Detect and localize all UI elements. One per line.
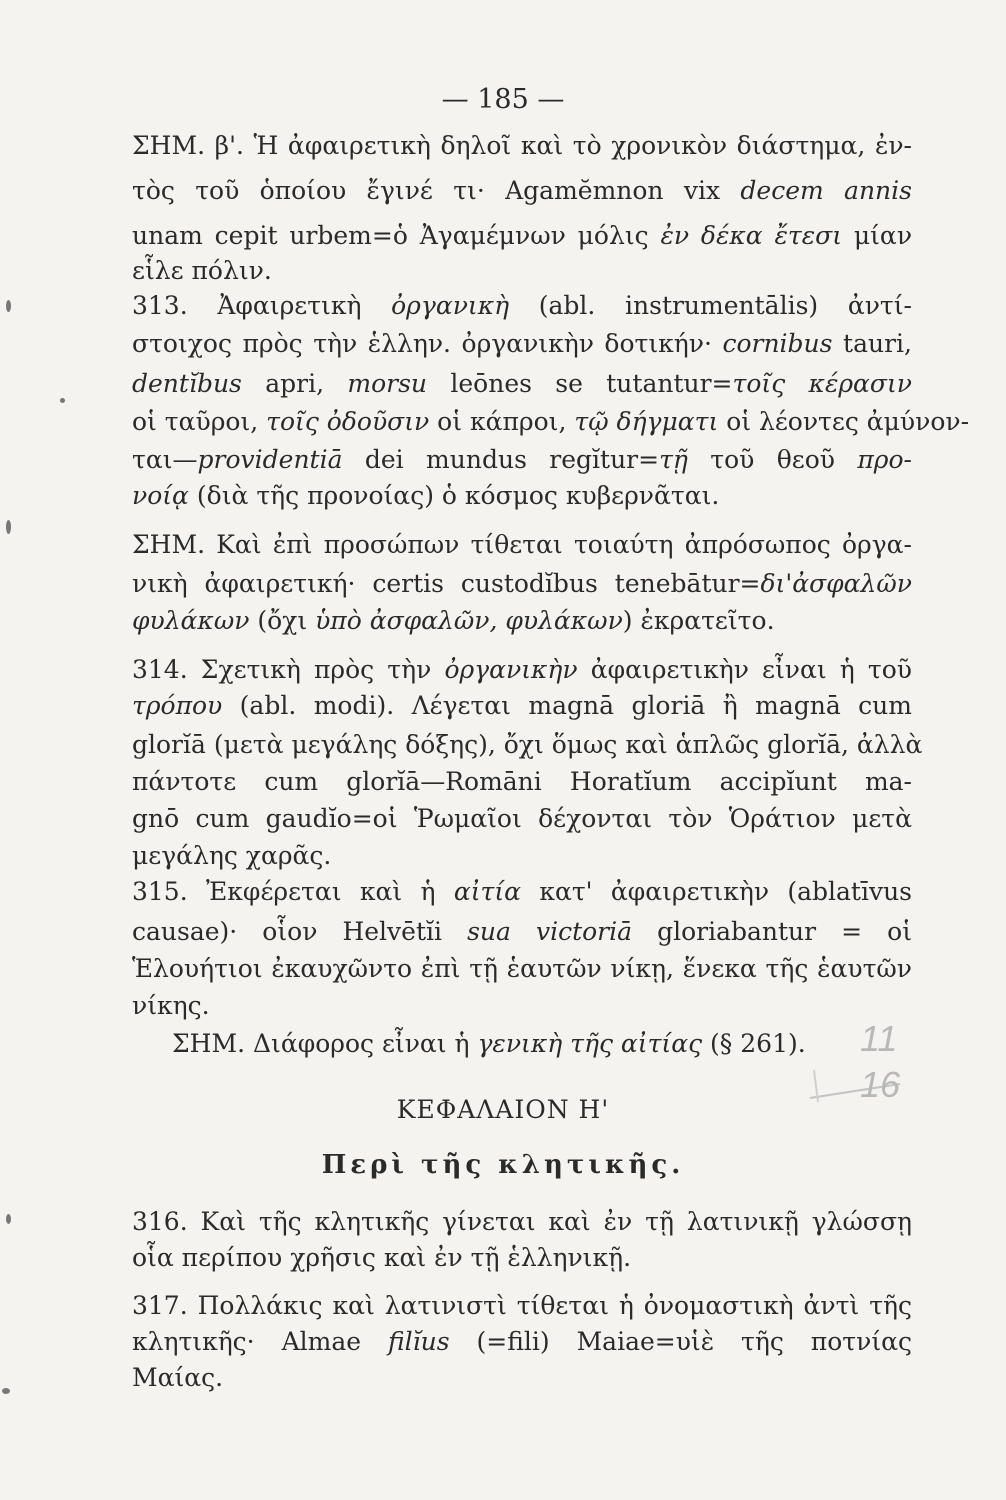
text-segment: gloriabantur = οἱ (632, 917, 913, 946)
italic-segment: ὀργανικὴ (391, 291, 510, 320)
margin-note-top: 11 (860, 1018, 898, 1059)
text-segment: κατ' ἀφαιρετικὴν (ablatīvus (521, 877, 912, 906)
text-segment: ἀφαιρετικὴν εἶναι ἡ τοῦ (577, 655, 913, 684)
italic-segment: τῇ (659, 445, 688, 474)
text-segment: 316. Καὶ τῆς κλητικῆς γίνεται καὶ ἐν τῇ λατινικῇ γλώσσῃ (132, 1207, 912, 1236)
text-segment: 317. Πολλάκις καὶ λατινιστὶ τίθεται ἡ ὀνομαστικὴ ἀντὶ τῆς (132, 1291, 912, 1320)
text-segment: 313. Ἀφαιρετικὴ (132, 291, 392, 320)
text-line-2 (132, 218, 912, 254)
text-line-16 (132, 764, 912, 800)
text-segment: 314. Σχετικὴ πρὸς τὴν (132, 655, 445, 684)
text-line-6 (132, 366, 912, 402)
text-segment: unam cepit urbem=ὁ Ἀγαμέμνων μόλις (132, 221, 661, 250)
text-line-13 (132, 652, 912, 688)
text-segment: apri, (241, 369, 348, 398)
italic-segment: νοίᾳ (132, 481, 189, 510)
page-number: — 185 — (441, 84, 565, 115)
text-line-19 (132, 874, 912, 910)
text-segment: Μαίας. (132, 1363, 224, 1392)
text-segment: ΣΗΜ. Καὶ ἐπὶ προσώπων τίθεται τοιαύτη ἀπρόσωπος ὀργα- (132, 530, 912, 559)
text-line-5 (132, 326, 912, 362)
italic-segment: dentĭbus (132, 369, 242, 398)
text-segment: οἱ κάπροι, (429, 407, 575, 436)
text-line-4 (132, 288, 912, 324)
text-line-1 (132, 173, 912, 209)
text-segment: 315. Ἐκφέρεται καὶ ἡ (132, 877, 454, 906)
text-segment: τοῦ θεοῦ (687, 445, 858, 474)
italic-segment: cornibus (722, 329, 833, 358)
text-segment: (διὰ τῆς προνοίας) ὁ κόσμος κυβερνᾶται. (188, 481, 720, 510)
text-segment: εἷλε πόλιν. (132, 256, 272, 285)
text-line-25 (132, 1240, 912, 1276)
chapter-subheading: Περὶ τῆς κλητικῆς. (321, 1150, 685, 1180)
text-segment: (abl. modi). Λέγεται magnā gloriā ἢ magnā cum (222, 691, 912, 720)
text-segment: ΣΗΜ. Διάφορος εἶναι ἡ (172, 1029, 478, 1058)
text-segment: causae)· οἷον Helvētĭi (132, 917, 468, 946)
text-segment: dei mundus regĭtur= (342, 445, 660, 474)
text-line-26 (132, 1288, 912, 1324)
text-segment: τὸς τοῦ ὁποίου ἔγινέ τι· Agamĕmnon vix (132, 176, 741, 205)
text-line-14 (132, 688, 912, 724)
text-segment: ΣΗΜ. β'. Ἡ ἀφαιρετικὴ δηλοῖ καὶ τὸ χρονικὸν διάστημα, ἐν- (132, 131, 912, 160)
text-segment: tauri, (832, 329, 912, 358)
text-segment: (abl. instrumentālis) ἀντί- (509, 291, 912, 320)
italic-segment: filĭus (387, 1327, 450, 1356)
text-segment: (=fili) Maiae=υἱὲ τῆς ποτνίας (449, 1327, 913, 1356)
margin-speck (6, 1214, 11, 1224)
margin-note-bottom: 16 (860, 1064, 901, 1105)
text-segment: πάντοτε cum glorĭā—Romāni Horatĭum accipĭunt ma- (132, 767, 912, 796)
italic-segment: προ- (857, 445, 913, 474)
text-segment: οἷα περίπου χρῆσις καὶ ἐν τῇ ἑλληνικῇ. (132, 1243, 632, 1272)
text-line-17 (132, 801, 912, 837)
text-line-10 (132, 527, 912, 563)
italic-segment: morsu (347, 369, 428, 398)
text-line-24 (132, 1204, 912, 1240)
chapter-heading: ΚΕΦΑΛΑΙΟΝ Η' (396, 1095, 610, 1124)
text-segment: Ἑλουήτιοι ἐκαυχῶντο ἐπὶ τῇ ἑαυτῶν νίκῃ, ἕνεκα τῆς ἑαυτῶν (132, 954, 912, 983)
text-line-7 (132, 404, 970, 440)
margin-speck (2, 1388, 10, 1394)
text-line-22 (132, 988, 912, 1024)
text-segment: οἱ ταῦροι, (132, 407, 267, 436)
margin-speck (6, 300, 11, 312)
italic-segment: αἰτία (453, 877, 522, 906)
italic-segment: γενικὴ τῆς αἰτίας (477, 1029, 703, 1058)
italic-segment: decem annis (740, 176, 912, 205)
italic-segment: ὀργανικὴν (444, 655, 578, 684)
text-line-3 (132, 253, 912, 289)
text-segment: μίαν (842, 221, 913, 250)
text-line-15 (132, 727, 923, 763)
text-line-9 (132, 478, 912, 514)
text-segment: gnō cum gaudĭo=οἱ Ῥωμαῖοι δέχονται τὸν Ὁράτιον μετὰ (132, 804, 912, 833)
text-segment: glorĭā (μετὰ μεγάλης δόξης), ὄχι ὅμως καὶ ἁπλῶς glorĭā, ἀλλὰ (132, 730, 923, 759)
italic-segment: δι'ἀσφαλῶν (760, 569, 912, 598)
text-segment: οἱ λέοντες ἀμύνον- (718, 407, 970, 436)
italic-segment: τρόπου (132, 691, 223, 720)
italic-segment: τοῖς ὀδοῦσιν (266, 407, 430, 436)
text-line-18 (132, 838, 912, 874)
text-segment: (ὄχι (249, 606, 316, 635)
text-segment: στοιχος πρὸς τὴν ἑλλην. ὀργανικὴν δοτικήν· (132, 329, 723, 358)
text-line-27 (132, 1324, 912, 1360)
text-line-11 (132, 566, 912, 602)
text-segment: νίκης. (132, 991, 210, 1020)
italic-segment: φυλάκων (132, 606, 250, 635)
italic-segment: τῷ δήγματι (574, 407, 719, 436)
text-line-8 (132, 442, 912, 478)
margin-speck (6, 520, 11, 534)
text-line-20 (132, 914, 912, 950)
italic-segment: sua victoriā (467, 917, 633, 946)
text-segment: μεγάλης χαρᾶς. (132, 841, 332, 870)
text-line-0 (132, 128, 912, 164)
text-segment: ) ἐκρατεῖτο. (622, 606, 775, 635)
margin-speck (60, 398, 65, 403)
italic-segment: ὑπὸ ἀσφαλῶν, φυλάκων (315, 606, 623, 635)
text-segment: κλητικῆς· Almae (132, 1327, 388, 1356)
text-line-28 (132, 1360, 912, 1396)
text-line-12 (132, 603, 912, 639)
italic-segment: providentiā (197, 445, 343, 474)
text-segment: (§ 261). (702, 1029, 806, 1058)
text-segment: ται— (132, 445, 198, 474)
text-segment: leōnes se tutantur= (427, 369, 733, 398)
italic-segment: ἐν δέκα ἔτεσι (660, 221, 843, 250)
italic-segment: τοῖς κέρασιν (732, 369, 913, 398)
text-segment: νικὴ ἀφαιρετική· certis custodĭbus tenebātur= (132, 569, 761, 598)
text-line-21 (132, 951, 912, 987)
